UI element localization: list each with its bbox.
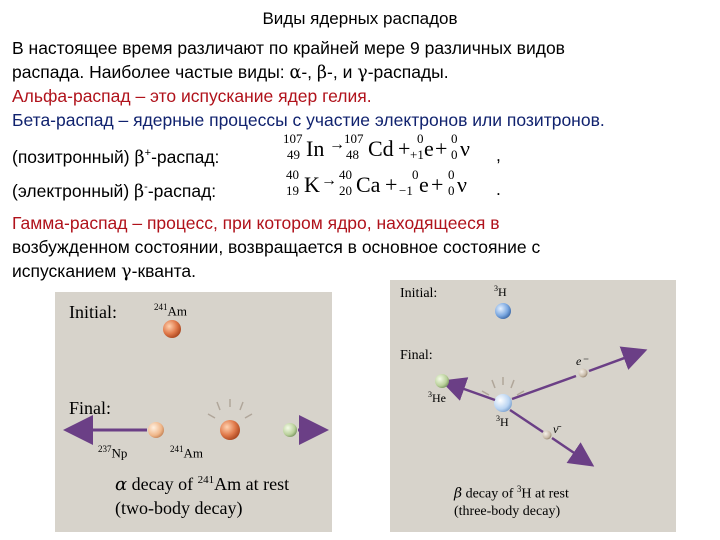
tritium-final-nucleus: [494, 394, 512, 412]
electron-tail: .: [496, 179, 501, 199]
alpha-initial-label: Initial:: [69, 302, 117, 322]
positron-sup: +: [144, 147, 152, 159]
excitation-rays: [482, 377, 524, 395]
alpha-definition: Альфа-распад – это испускание ядер гелия.: [12, 86, 372, 106]
electron-beta-symbol: β: [134, 181, 145, 202]
intro-text-b: -,: [301, 62, 317, 82]
electron-track: [512, 376, 576, 399]
positron-label-text: (позитронный): [12, 146, 135, 167]
eq-symbol: ν: [460, 136, 470, 161]
positron-decay-label: [12, 142, 219, 169]
np-237-nucleus: [148, 422, 164, 438]
eq-plus: +: [431, 172, 444, 197]
electron-decay-label: [12, 176, 216, 203]
antineutrino-track: [510, 410, 543, 432]
positron-equation: [283, 132, 483, 168]
intro-line-2: [12, 61, 449, 84]
helium-recoil-arrow: [450, 384, 495, 400]
caption-text: decay of: [127, 474, 198, 494]
mass-number: 3: [516, 484, 522, 494]
alpha-symbol: α: [289, 63, 302, 83]
beta-initial-label: Initial:: [400, 286, 438, 301]
eq-mass: 0: [448, 167, 455, 182]
alpha-caption-line-2: (two-body decay): [115, 498, 243, 518]
mass-number: 241: [170, 444, 184, 454]
eq-charge: 0: [451, 147, 458, 162]
element-symbol: He: [432, 391, 446, 405]
gamma-quantum-symbol: γ: [121, 262, 132, 282]
eq-charge: −1: [399, 183, 413, 198]
intro-text-a: распада. Наиболее частые виды:: [12, 62, 290, 82]
eq-charge: 19: [286, 183, 299, 198]
caption-text: Am at rest: [214, 474, 290, 494]
eq-symbol: Cd: [368, 136, 394, 161]
gamma-definition-line-3: [12, 260, 196, 283]
beta-symbol: β: [316, 63, 328, 83]
beta-caption-line-2: (three-body decay): [454, 504, 561, 519]
tritium-final-label: [496, 414, 509, 430]
am-241-nucleus: [163, 320, 181, 338]
beta-caption-symbol: β: [454, 485, 463, 502]
element-symbol: Np: [111, 445, 128, 461]
electron-label-suffix: -распад:: [147, 180, 217, 201]
eq-mass: 107: [283, 131, 303, 146]
gamma-definition-line-2: возбужденном состоянии, возвращается в основное состояние с: [12, 237, 541, 257]
eq-charge: 49: [287, 147, 300, 162]
eq-symbol: e: [419, 172, 429, 197]
eq-charge: +1: [410, 147, 424, 162]
eq-plus: +: [385, 172, 398, 197]
excited-am-nucleus: [220, 420, 240, 440]
alpha-caption-symbol: α: [115, 474, 128, 495]
element-symbol: H: [498, 285, 507, 299]
eq-mass: 0: [412, 167, 419, 182]
gamma-symbol: γ: [357, 63, 368, 83]
beta-caption-line-1: [454, 484, 569, 503]
element-symbol: H: [500, 415, 509, 429]
tritium-label: [494, 284, 507, 300]
eq-plus: +: [435, 136, 448, 161]
beta-decay-panel: [390, 280, 676, 532]
beta-definition: Бета-распад – ядерные процессы с участие электронов или позитронов.: [12, 110, 605, 130]
electron-label: e⁻: [576, 354, 588, 368]
np-label: [98, 444, 127, 461]
eq-mass: 0: [417, 131, 424, 146]
eq-symbol: ν: [457, 172, 467, 197]
eq-mass: 0: [451, 131, 458, 146]
positron-beta-symbol: β: [134, 147, 145, 168]
alpha-caption-line-1: [115, 474, 289, 495]
helium-3-nucleus: [435, 374, 449, 388]
intro-text-d: -распады.: [367, 62, 449, 82]
am-final-label: [170, 444, 203, 461]
alpha-decay-panel: [55, 292, 332, 532]
beta-final-label: Final:: [400, 348, 433, 363]
caption-text: H at rest: [521, 486, 569, 502]
mass-number: 241: [197, 474, 215, 486]
mass-number: 3: [494, 284, 498, 293]
antineutrino-particle: [543, 431, 552, 440]
gamma-def-text: испусканием: [12, 261, 122, 281]
mass-number: 3: [428, 390, 432, 399]
electron-arrow: [589, 353, 638, 371]
eq-charge: 0: [448, 183, 455, 198]
eq-mass: 40: [286, 167, 299, 182]
excitation-rays: [208, 399, 252, 418]
eq-symbol: Ca: [356, 172, 381, 197]
eq-plus: +: [398, 136, 411, 161]
element-symbol: Am: [167, 303, 187, 319]
eq-symbol: In: [306, 136, 325, 161]
eq-charge: 48: [346, 147, 359, 162]
alpha-final-label: Final:: [69, 398, 112, 418]
positron-label-suffix: -распад:: [151, 146, 220, 167]
gamma-definition-line-1: Гамма-распад – процесс, при котором ядро, находящееся в: [12, 213, 500, 233]
mass-number: 237: [98, 444, 112, 454]
alpha-initial-nucleus-label: [154, 302, 187, 319]
eq-mass: 40: [339, 167, 352, 182]
eq-arrow: →: [321, 172, 337, 189]
eq-arrow: →: [329, 136, 345, 153]
caption-text: decay of: [462, 486, 517, 502]
electron-equation: [286, 168, 486, 204]
intro-line-1: В настоящее время различают по крайней мере 9 различных видов: [12, 38, 565, 58]
page-title: Виды ядерных распадов: [262, 9, 458, 28]
mass-number: 241: [154, 302, 168, 312]
element-symbol: Am: [183, 445, 203, 461]
eq-charge: 20: [339, 183, 352, 198]
mass-number: 3: [496, 414, 500, 423]
antineutrino-label: ν̄: [553, 422, 559, 436]
tritium-initial-nucleus: [495, 303, 511, 319]
antineutrino-arrow: [552, 438, 586, 461]
electron-sup: -: [144, 181, 148, 193]
eq-mass: 107: [344, 131, 364, 146]
eq-symbol: e: [424, 136, 434, 161]
electron-label-text: (электронный): [12, 180, 135, 201]
eq-symbol: K: [304, 172, 320, 197]
intro-text-c: -, и: [327, 62, 358, 82]
helium-label: [428, 390, 446, 406]
electron-particle: [579, 369, 588, 378]
positron-tail: ,: [496, 145, 501, 165]
alpha-particle: [283, 423, 297, 437]
gamma-def-suffix: -кванта.: [131, 261, 197, 281]
